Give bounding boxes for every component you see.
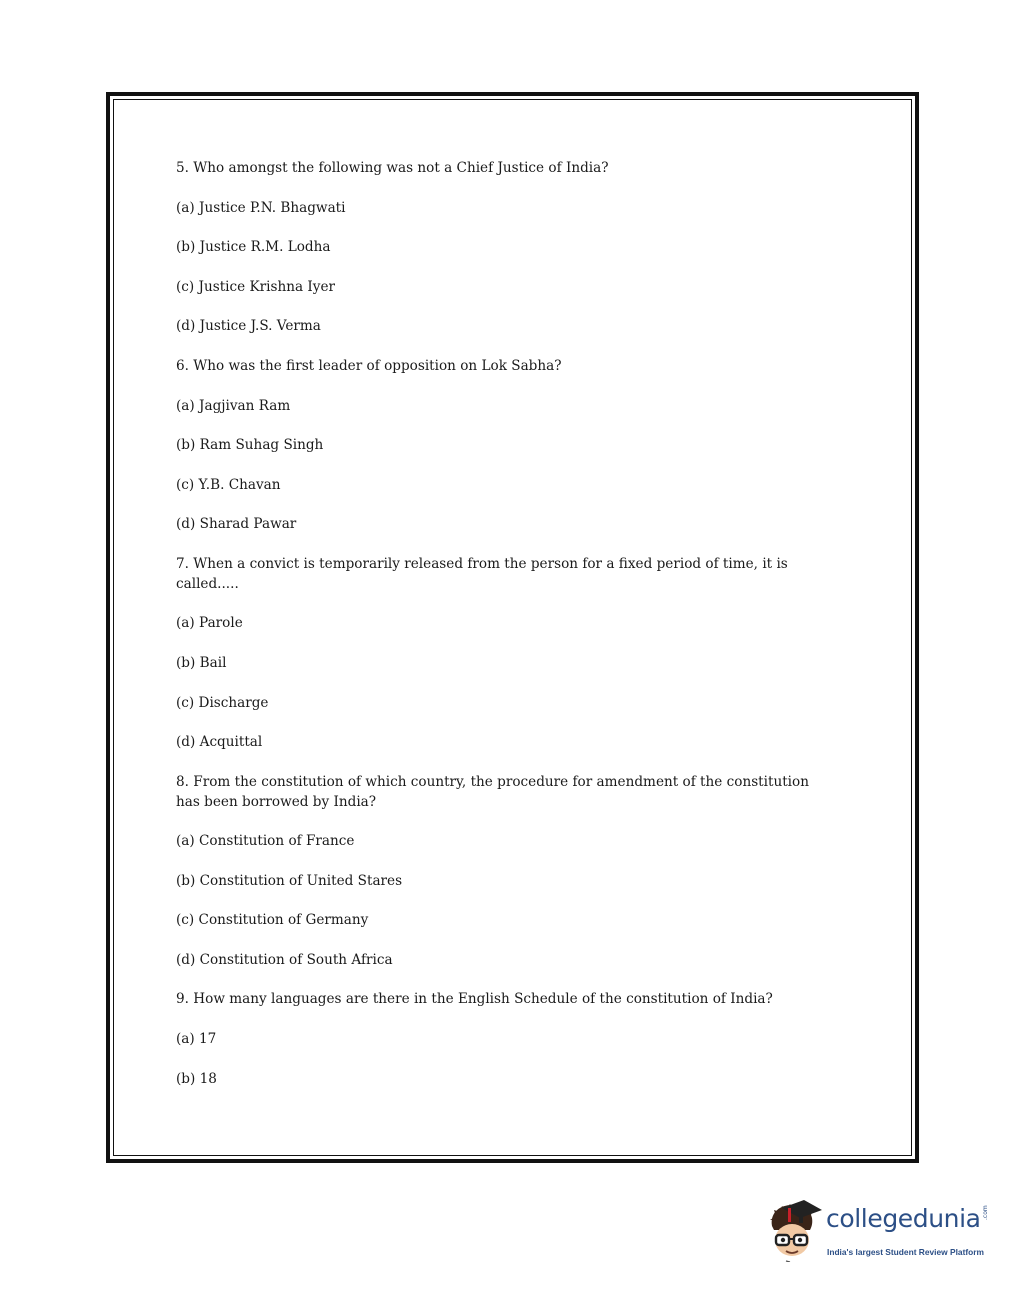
option-9b: (b) 18	[176, 1070, 217, 1087]
question-5: 5. Who amongst the following was not a Chief Justice of India?	[176, 160, 609, 176]
option-8d: (d) Constitution of South Africa	[176, 951, 393, 968]
question-7: 7. When a convict is temporarily released from the person for a fixed period of time, it is called.....	[176, 555, 788, 592]
option-6a: (a) Jagjivan Ram	[176, 397, 291, 414]
option-7c: (c) Discharge	[176, 694, 269, 711]
question-content	[176, 159, 836, 1109]
question-9: 9. How many languages are there in the English Schedule of the constitution of India?	[176, 991, 773, 1008]
question-8: 8. From the constitution of which country, the procedure for amendment of the constitution has been borrowed by India?	[176, 773, 809, 810]
logo-wordmark: collegedunia	[826, 1204, 981, 1233]
option-5a: (a) Justice P.N. Bhagwati	[176, 199, 346, 216]
option-6c: (c) Y.B. Chavan	[176, 476, 281, 493]
option-5c: (c) Justice Krishna Iyer	[176, 278, 336, 295]
option-7d: (d) Acquittal	[176, 734, 263, 751]
option-7b: (b) Bail	[176, 654, 227, 671]
student-mascot-icon	[766, 1198, 822, 1262]
option-8a: (a) Constitution of France	[176, 833, 355, 850]
collegedunia-logo[interactable]	[766, 1198, 996, 1268]
option-6b: (b) Ram Suhag Singh	[176, 437, 324, 454]
logo-domain-suffix: .com	[982, 1205, 989, 1220]
option-8c: (c) Constitution of Germany	[176, 912, 369, 929]
question-6: 6. Who was the first leader of opposition on Lok Sabha?	[176, 357, 562, 374]
option-9a: (a) 17	[176, 1031, 217, 1048]
option-5d: (d) Justice J.S. Verma	[176, 318, 321, 335]
option-5b: (b) Justice R.M. Lodha	[176, 239, 331, 256]
option-6d: (d) Sharad Pawar	[176, 516, 297, 533]
option-8b: (b) Constitution of United Stares	[176, 872, 403, 889]
option-7a: (a) Parole	[176, 615, 243, 632]
logo-tagline: India's largest Student Review Platform	[827, 1247, 984, 1257]
